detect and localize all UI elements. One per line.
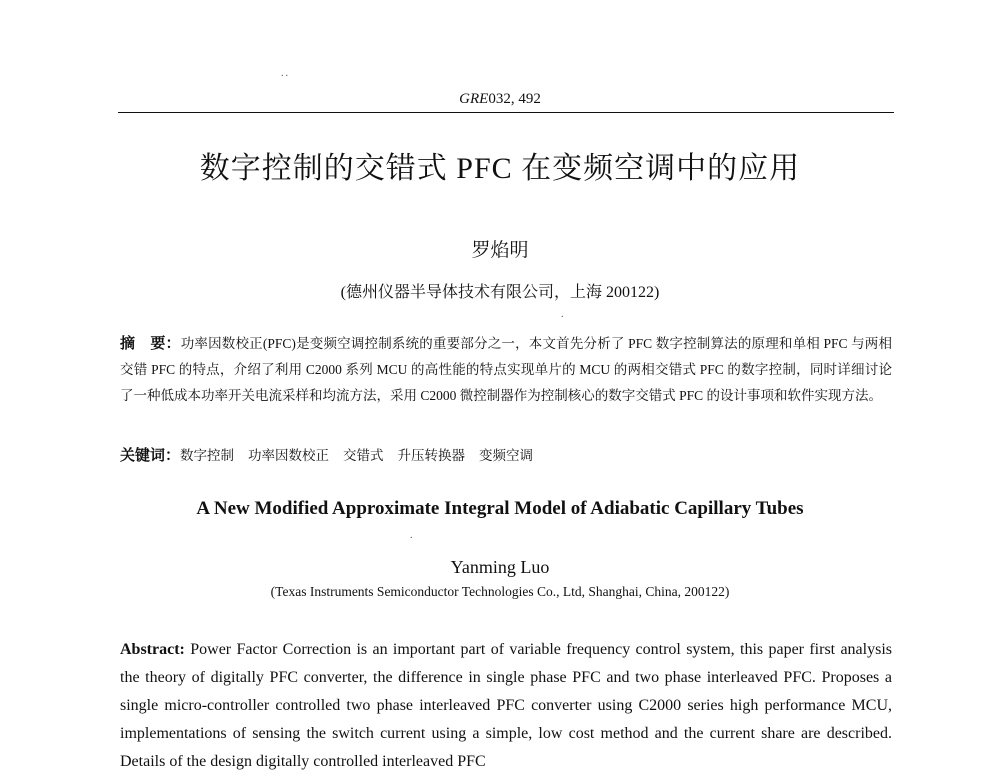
keyword: 功率因数校正 [248, 448, 330, 463]
keyword: 变频空调 [479, 448, 534, 463]
keyword: 交错式 [343, 448, 384, 463]
header-rule [118, 112, 894, 113]
keyword: 数字控制 [180, 448, 235, 463]
scan-artifact-dot: . [561, 309, 564, 320]
document-code-number: 032, 492 [488, 91, 541, 107]
abstract-english-label: Abstract: [120, 641, 185, 658]
abstract-chinese-text: 功率因数校正(PFC)是变频空调控制系统的重要部分之一，本文首先分析了 PFC 数字控制算法的原理和单相 PFC 与两相交错 PFC 的特点，介绍了利用 C2000 系列 MCU 的高性能的特点实现单片的 MCU 的两相交错式 PFC 的数字控制，同时详细讨论了一种低成本功率开关电流采样和均流方法，采用 C2000 微控制器作为控制核心的数字交错式 PFC 的设计事项和软件实现方法。 [120, 336, 892, 403]
paper-title-english: A New Modified Approximate Integral Model of Adiabatic Capillary Tubes [196, 498, 804, 519]
abstract-chinese [120, 331, 892, 409]
document-code-prefix: GRE [459, 91, 489, 107]
affiliation-english: (Texas Instruments Semiconductor Technologies Co., Ltd, Shanghai, China, 200122) [270, 584, 730, 599]
scan-artifact-marks: .. [281, 68, 290, 79]
author-chinese: 罗焰明 [471, 240, 529, 261]
keywords-chinese-label: 关键词： [120, 448, 181, 464]
scan-artifact-dot: . [410, 530, 413, 541]
affiliation-chinese: (德州仪器半导体技术有限公司，上海 200122) [340, 284, 660, 301]
keywords-chinese [120, 444, 892, 465]
keyword: 升压转换器 [397, 448, 466, 463]
paper-title-chinese: 数字控制的交错式 PFC 在变频空调中的应用 [199, 152, 801, 185]
abstract-english-text: Power Factor Correction is an important part of variable frequency control system, this paper first analysis the theory of digitally PFC converter, the difference in single phase PFC and two phase interleaved PFC. Proposes a single micro-controller controlled two phase interleaved PFC converter using C2000 series high performance MCU, implementations of sensing the switch current using a simple, low cost method and the current share are described. Details of the design digitally controlled interleaved PFC [120, 641, 893, 770]
document-code [0, 91, 1000, 108]
abstract-chinese-label: 摘 要： [120, 336, 181, 352]
author-english: Yanming Luo [450, 557, 550, 577]
abstract-english [120, 636, 892, 776]
